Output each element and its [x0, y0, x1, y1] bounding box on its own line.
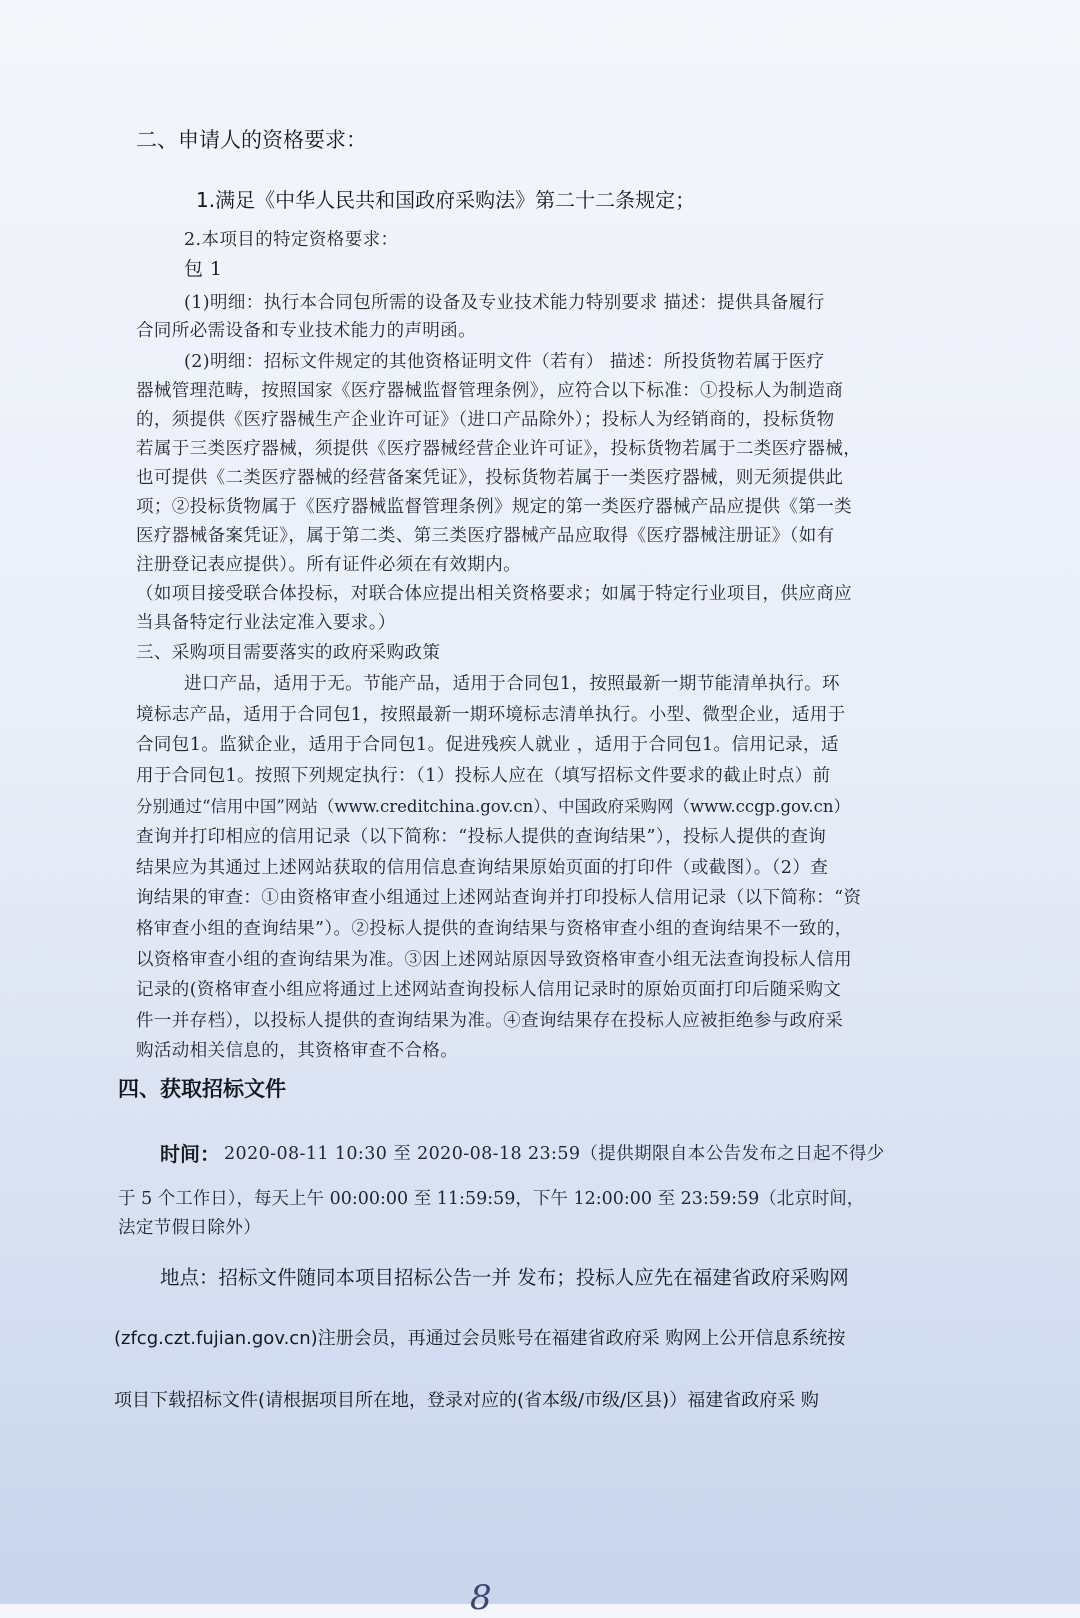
sec3-line-2: 合同包1。监狱企业，适用于合同包1。促进残疾人就业 ，适用于合同包1。信用记录，适: [136, 735, 839, 755]
sec3-line-12: 购活动相关信息的，其资格审查不合格。: [136, 1041, 459, 1061]
sec2-line-2: (2)明细：招标文件规定的其他资格证明文件（若有） 描述：所投货物若属于医疗: [184, 352, 825, 372]
section-3-title: 三、采购项目需要落实的政府采购政策: [136, 643, 441, 663]
sec2-line-11: 当具备特定行业法定准入要求。）: [136, 613, 396, 633]
section-2-item-1: 1.满足《中华人民共和国政府采购法》第二十二条规定；: [196, 188, 696, 212]
sec2-line-8: 医疗器械备案凭证》，属于第二类、第三类医疗器械产品应取得《医疗器械注册证》（如有: [136, 526, 835, 546]
place-line-1: 地点：招标文件随同本项目招标公告一并 发布；投标人应先在福建省政府采购网: [160, 1266, 849, 1289]
sec2-line-0: (1)明细：执行本合同包所需的设备及专业技术能力特别要求 描述：提供具备履行: [184, 293, 825, 313]
page-number: 8: [470, 1578, 492, 1618]
sec3-line-0: 进口产品，适用于无。节能产品，适用于合同包1，按照最新一期节能清单执行。环: [184, 674, 840, 694]
sec3-line-1: 境标志产品，适用于合同包1，按照最新一期环境标志清单执行。小型、微型企业，适用于: [136, 705, 846, 725]
sec3-line-6: 结果应为其通过上述网站获取的信用信息查询结果原始页面的打印件（或截图）。（2）查: [136, 858, 829, 878]
section-4-title: 四、获取招标文件: [118, 1077, 286, 1101]
sec2-line-1: 合同所必需设备和专业技术能力的声明函。: [136, 321, 477, 341]
sec2-line-7: 项；②投标货物属于《医疗器械监督管理条例》规定的第一类医疗器械产品应提供《第一类: [136, 497, 852, 517]
sec3-line-7: 询结果的审查：①由资格审查小组通过上述网站查询并打印投标人信用记录（以下简称：“资: [136, 888, 862, 908]
sec2-line-4: 的，须提供《医疗器械生产企业许可证》（进口产品除外）；投标人为经销商的，投标货物: [136, 410, 835, 430]
sec2-line-10: （如项目接受联合体投标，对联合体应提出相关资格要求；如属于特定行业项目，供应商应: [136, 584, 852, 604]
sec2-line-3: 器械管理范畴，按照国家《医疗器械监督管理条例》，应符合以下标准：①投标人为制造商: [136, 381, 844, 401]
sec3-line-8: 格审查小组的查询结果”）。②投标人提供的查询结果与资格审查小组的查询结果不一致的，: [136, 919, 853, 939]
place-line-2: (zfcg.czt.fujian.gov.cn)注册会员，再通过会员账号在福建省政府采 购网上公开信息系统按: [114, 1328, 846, 1349]
sec3-line-5: 查询并打印相应的信用记录（以下简称：“投标人提供的查询结果”），投标人提供的查询: [136, 827, 827, 847]
sec3-line-10: 记录的(资格审查小组应将通过上述网站查询投标人信用记录时的原始页面打印后随采购文: [136, 980, 842, 1000]
sec2-line-5: 若属于三类医疗器械，须提供《医疗器械经营企业许可证》，投标货物若属于二类医疗器械，: [136, 439, 862, 459]
sec3-line-11: 件一并存档），以投标人提供的查询结果为准。④查询结果存在投标人应被拒绝参与政府采: [136, 1011, 844, 1031]
sec2-line-6: 也可提供《二类医疗器械的经营备案凭证》，投标货物若属于一类医疗器械，则无须提供此: [136, 468, 844, 488]
time-line-1: 2020-08-11 10:30 至 2020-08-18 23:59（提供期限自本公告发布之日起不得少: [224, 1144, 885, 1164]
sec2-line-9: 注册登记表应提供）。所有证件必须在有效期内。: [136, 555, 522, 575]
package-label: 包 1: [184, 258, 223, 280]
place-line-3: 项目下载招标文件(请根据项目所在地，登录对应的(省本级/市级/区县)）福建省政府采 购: [114, 1390, 819, 1411]
sec3-line-3: 用于合同包1。按照下列规定执行：（1）投标人应在（填写招标文件要求的截止时点）前: [136, 766, 831, 786]
time-line-3: 法定节假日除外）: [118, 1218, 262, 1238]
section-2-item-2: 2.本项目的特定资格要求：: [184, 230, 399, 250]
section-2-title: 二、申请人的资格要求：: [136, 128, 367, 152]
sec3-line-9: 以资格审查小组的查询结果为准。③因上述网站原因导致资格审查小组无法查询投标人信用: [136, 950, 852, 970]
time-label: 时间：: [160, 1142, 220, 1166]
sec3-line-4: 分别通过“信用中国”网站（www.creditchina.gov.cn）、中国政府采购网（www.ccgp.gov.cn）: [136, 797, 850, 816]
time-line-2: 于 5 个工作日），每天上午 00:00:00 至 11:59:59，下午 12:00:00 至 23:59:59（北京时间，: [118, 1189, 865, 1209]
